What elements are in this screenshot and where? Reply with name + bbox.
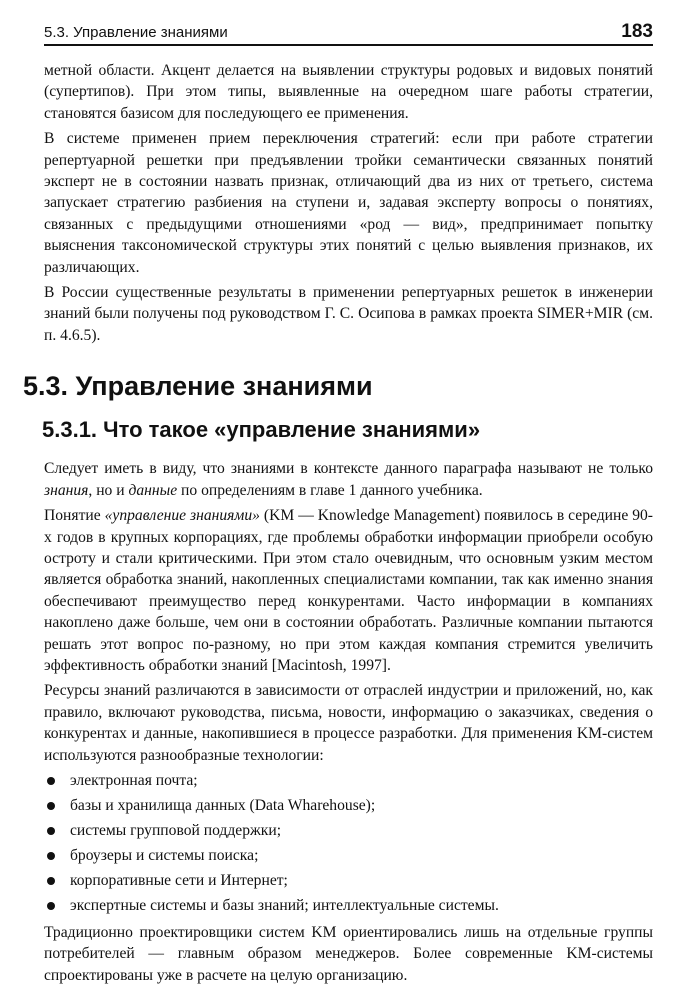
paragraph-russia: В России существенные результаты в применении репертуарных решеток в инженерии знаний были получены под руководством Г. С. Осипова в рамках проекта SIMER+MIR (см. п. 4.6.5). bbox=[44, 284, 653, 344]
bullet-icon bbox=[47, 827, 55, 835]
bullet-icon bbox=[47, 777, 55, 785]
paragraph-resources: Ресурсы знаний различаются в зависимости от отраслей индустрии и приложений, но, как правило, включают руководства, письма, новости, информацию о заказчиках, сведения о конкурентах и данные, накопившиеся в процессе разработки. Для применения KM-систем используются разнообразные технологии: bbox=[44, 682, 653, 764]
page-body bbox=[23, 60, 653, 990]
list-item: электронная почта; bbox=[44, 770, 653, 791]
list-item: экспертные системы и базы знаний; интеллектуальные системы. bbox=[44, 895, 653, 916]
paragraph-strategy-switch: В системе применен прием переключения стратегий: если при работе стратегии репертуарной решетки при предъявлении тройки семантически связанных понятий эксперт не в состоянии назвать признак, отличающий два из них от третьего, система запускает стратегию разбиения на ступени и, задавая эксперту вопросы о понятиях, связанных с предыдущими отношениями «род — вид», предпринимает попытку выяснения таксономической структуры этих понятий с целью выявления признаков, их различающих. bbox=[44, 130, 653, 276]
bullet-icon bbox=[47, 802, 55, 810]
paragraph-intro: Следует иметь в виду, что знаниями в контексте данного параграфа называют не только знания, но и данные по определениям в главе 1 данного учебника. bbox=[44, 460, 653, 499]
term-km: «управление знаниями» bbox=[104, 507, 260, 525]
technologies-list bbox=[44, 770, 653, 916]
subsection-heading: 5.3.1. Что такое «управление знаниями» bbox=[42, 417, 481, 443]
term-dannye: данные bbox=[128, 481, 178, 499]
list-item: броузеры и системы поиска; bbox=[44, 845, 653, 866]
running-header bbox=[44, 18, 653, 46]
running-header-title: 5.3. Управление знаниями bbox=[44, 24, 228, 41]
paragraph-final: Традиционно проектировщики систем KM ориентировались лишь на отдельные группы потребителей — главным образом менеджеров. Более современные KM-системы спроектированы уже в расчете на целую организацию. bbox=[44, 923, 653, 984]
page-number: 183 bbox=[621, 21, 653, 42]
section-heading: 5.3. Управление знаниями bbox=[23, 371, 373, 402]
paragraph-concept: Понятие «управление знаниями» (KM — Knowledge Management) появилось в середине 90-х годов в крупных корпорациях, где проблемы обработки информации приобрели особую остроту и стали критическими. При этом стало очевидным, что основным узким местом является обработка знаний, накопленных специалистами компании, так как именно знания обеспечивают преимущество перед конкурентами. Часто информации в компаниях накоплено даже больше, чем они в состоянии обработать. Различные компании пытаются решать этот вопрос по-разному, но при этом каждая компания стремится увеличить эффективность обработки знаний [Macintosh, 1997]. bbox=[44, 507, 653, 674]
term-znaniya: знания bbox=[44, 481, 89, 499]
list-item: базы и хранилища данных (Data Wharehouse); bbox=[44, 795, 653, 816]
paragraph-continuation: метной области. Акцент делается на выявлении структуры родовых и видовых понятий (супертипов). При этом типы, выявленные на очередном шаге работы стратегии, становятся базисом для последующего ее применения. bbox=[44, 62, 653, 122]
list-item: корпоративные сети и Интернет; bbox=[44, 870, 653, 891]
bullet-icon bbox=[47, 852, 55, 860]
bullet-icon bbox=[47, 902, 55, 910]
bullet-icon bbox=[47, 877, 55, 885]
list-item: системы групповой поддержки; bbox=[44, 820, 653, 841]
